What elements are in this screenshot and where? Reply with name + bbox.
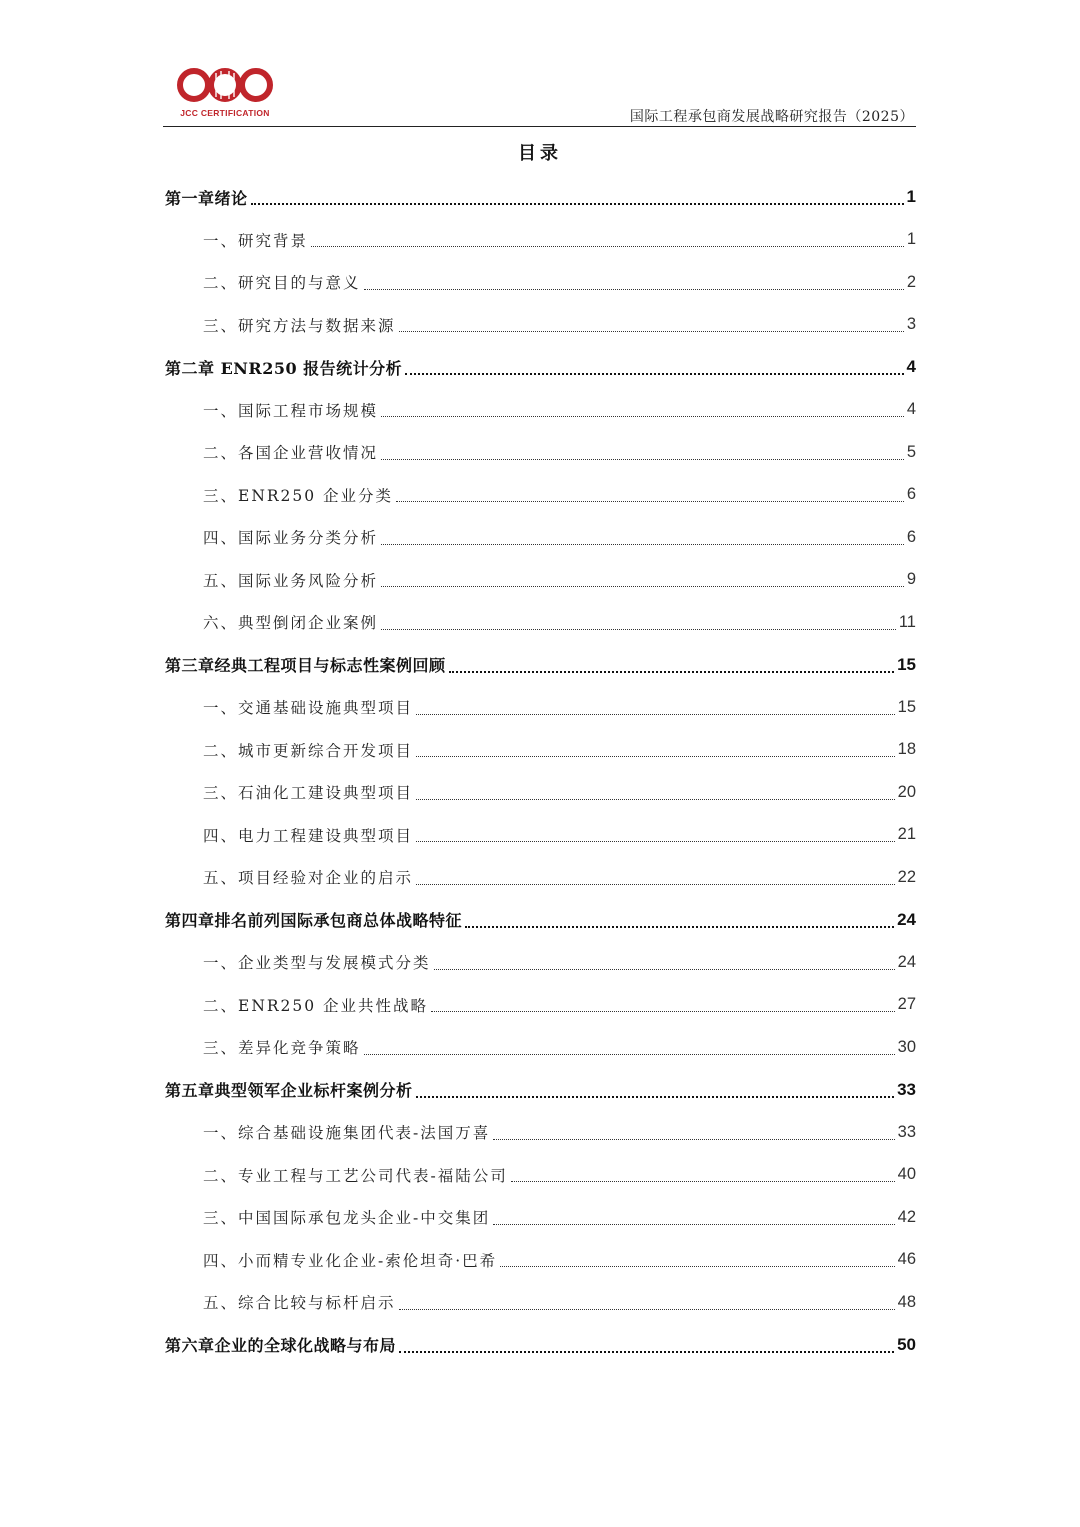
toc-section-entry[interactable] <box>165 1281 916 1324</box>
toc-entry-label: 第六章企业的全球化战略与布局 <box>165 1336 397 1356</box>
dot-leader <box>381 629 896 630</box>
toc-entry-label: 一、国际工程市场规模 <box>203 401 379 420</box>
dot-leader <box>500 1266 894 1267</box>
toc-section-entry[interactable] <box>165 686 916 729</box>
toc-section-entry[interactable] <box>165 1154 916 1197</box>
toc-page-number: 22 <box>897 867 916 886</box>
toc-page-number: 9 <box>906 570 916 589</box>
dot-leader <box>416 884 895 885</box>
dot-leader <box>399 331 904 332</box>
dot-leader <box>511 1181 895 1182</box>
dot-leader <box>416 799 895 800</box>
toc-section-entry[interactable] <box>165 516 916 559</box>
toc-page-number: 48 <box>897 1292 916 1311</box>
toc-heading: 目录 <box>518 143 562 164</box>
toc-entry-label: 第一章绪论 <box>165 188 248 208</box>
toc-entry-label: 二、专业工程与工艺公司代表-福陆公司 <box>203 1166 508 1185</box>
jcc-rings-icon <box>170 64 280 108</box>
toc-page-number: 15 <box>897 654 916 674</box>
dot-leader <box>493 1224 894 1225</box>
toc-section-entry[interactable] <box>165 304 916 347</box>
toc-section-entry[interactable] <box>165 856 916 899</box>
toc-page-number: 24 <box>897 909 916 929</box>
toc-entry-label: 第二章 ENR250 报告统计分析 <box>165 358 403 378</box>
toc-entry-label: 六、典型倒闭企业案例 <box>203 614 379 633</box>
dot-leader <box>364 289 904 290</box>
toc-page-number: 1 <box>906 230 916 249</box>
logo-text: JCC CERTIFICATION <box>180 108 270 118</box>
toc-entry-label: 三、差异化竞争策略 <box>203 1039 361 1058</box>
toc-chapter-entry[interactable] <box>165 644 916 687</box>
toc-section-entry[interactable] <box>165 431 916 474</box>
toc-page-number: 46 <box>897 1250 916 1269</box>
toc-section-entry[interactable] <box>165 261 916 304</box>
toc-page-number: 3 <box>906 315 916 334</box>
toc-section-entry[interactable] <box>165 941 916 984</box>
toc-page-number: 27 <box>897 995 916 1014</box>
toc-page-number: 4 <box>906 357 916 377</box>
toc-entry-label: 三、研究方法与数据来源 <box>203 316 396 335</box>
toc-entry-label: 二、城市更新综合开发项目 <box>203 741 414 760</box>
header-divider <box>163 126 916 127</box>
table-of-contents <box>165 176 916 1366</box>
toc-entry-label: 一、企业类型与发展模式分类 <box>203 954 431 973</box>
dot-leader <box>416 756 895 757</box>
toc-entry-label: 一、交通基础设施典型项目 <box>203 699 414 718</box>
dot-leader <box>381 544 904 545</box>
dot-leader <box>381 416 904 417</box>
toc-section-entry[interactable] <box>165 771 916 814</box>
dot-leader <box>416 841 895 842</box>
dot-leader <box>416 714 895 715</box>
toc-section-entry[interactable] <box>165 474 916 517</box>
toc-chapter-entry[interactable] <box>165 1324 916 1367</box>
toc-page-number: 24 <box>897 952 916 971</box>
dot-leader <box>465 926 894 928</box>
toc-page-number: 21 <box>897 825 916 844</box>
toc-section-entry[interactable] <box>165 601 916 644</box>
toc-page-number: 1 <box>906 187 916 207</box>
dot-leader <box>434 969 895 970</box>
dot-leader <box>449 671 895 673</box>
toc-section-entry[interactable] <box>165 729 916 772</box>
toc-section-entry[interactable] <box>165 559 916 602</box>
toc-page-number: 30 <box>897 1037 916 1056</box>
dot-leader <box>493 1139 894 1140</box>
toc-page-number: 42 <box>897 1207 916 1226</box>
toc-entry-label: 第三章经典工程项目与标志性案例回顾 <box>165 656 446 676</box>
toc-entry-label: 第五章典型领军企业标杆案例分析 <box>165 1081 413 1101</box>
toc-page-number: 6 <box>906 485 916 504</box>
toc-page-number: 15 <box>897 697 916 716</box>
toc-entry-label: 二、各国企业营收情况 <box>203 444 379 463</box>
jcc-logo <box>170 64 280 122</box>
toc-entry-label: 一、综合基础设施集团代表-法国万喜 <box>203 1124 491 1143</box>
toc-entry-label: 三、石油化工建设典型项目 <box>203 784 414 803</box>
toc-entry-label: 五、综合比较与标杆启示 <box>203 1294 396 1313</box>
toc-chapter-entry[interactable] <box>165 899 916 942</box>
dot-leader <box>311 246 904 247</box>
toc-page-number: 2 <box>906 272 916 291</box>
dot-leader <box>396 501 904 502</box>
toc-page-number: 11 <box>898 612 916 631</box>
toc-entry-label: 二、研究目的与意义 <box>203 274 361 293</box>
toc-entry-label: 一、研究背景 <box>203 231 309 250</box>
toc-section-entry[interactable] <box>165 1196 916 1239</box>
dot-leader <box>381 459 904 460</box>
toc-chapter-entry[interactable] <box>165 176 916 219</box>
dot-leader <box>405 373 903 375</box>
toc-entry-label: 二、ENR250 企业共性战略 <box>203 996 429 1015</box>
report-title: 国际工程承包商发展战略研究报告（2025） <box>629 109 914 125</box>
toc-section-entry[interactable] <box>165 219 916 262</box>
toc-section-entry[interactable] <box>165 389 916 432</box>
toc-section-entry[interactable] <box>165 1026 916 1069</box>
toc-entry-label: 五、国际业务风险分析 <box>203 571 379 590</box>
dot-leader <box>364 1054 895 1055</box>
toc-page-number: 18 <box>897 740 916 759</box>
toc-section-entry[interactable] <box>165 984 916 1027</box>
dot-leader <box>381 586 904 587</box>
toc-entry-label: 三、ENR250 企业分类 <box>203 486 394 505</box>
toc-page-number: 33 <box>897 1122 916 1141</box>
toc-entry-label: 三、中国国际承包龙头企业-中交集团 <box>203 1209 491 1228</box>
toc-section-entry[interactable] <box>165 1111 916 1154</box>
dot-leader <box>399 1351 894 1353</box>
toc-section-entry[interactable] <box>165 1239 916 1282</box>
toc-page-number: 33 <box>897 1079 916 1099</box>
toc-entry-label: 五、项目经验对企业的启示 <box>203 869 414 888</box>
dot-leader <box>399 1309 895 1310</box>
toc-entry-label: 四、国际业务分类分析 <box>203 529 379 548</box>
toc-page-number: 6 <box>906 527 916 546</box>
toc-chapter-entry[interactable] <box>165 1069 916 1112</box>
toc-entry-label: 四、小而精专业化企业-索伦坦奇·巴希 <box>203 1251 498 1270</box>
toc-section-entry[interactable] <box>165 814 916 857</box>
toc-page-number: 50 <box>897 1334 916 1354</box>
toc-page-number: 4 <box>906 400 916 419</box>
toc-entry-label: 第四章排名前列国际承包商总体战略特征 <box>165 911 463 931</box>
toc-entry-label: 四、电力工程建设典型项目 <box>203 826 414 845</box>
toc-page-number: 20 <box>897 782 916 801</box>
toc-chapter-entry[interactable] <box>165 346 916 389</box>
toc-page-number: 40 <box>897 1165 916 1184</box>
dot-leader <box>431 1011 895 1012</box>
dot-leader <box>416 1096 895 1098</box>
dot-leader <box>251 203 904 205</box>
toc-page-number: 5 <box>906 442 916 461</box>
